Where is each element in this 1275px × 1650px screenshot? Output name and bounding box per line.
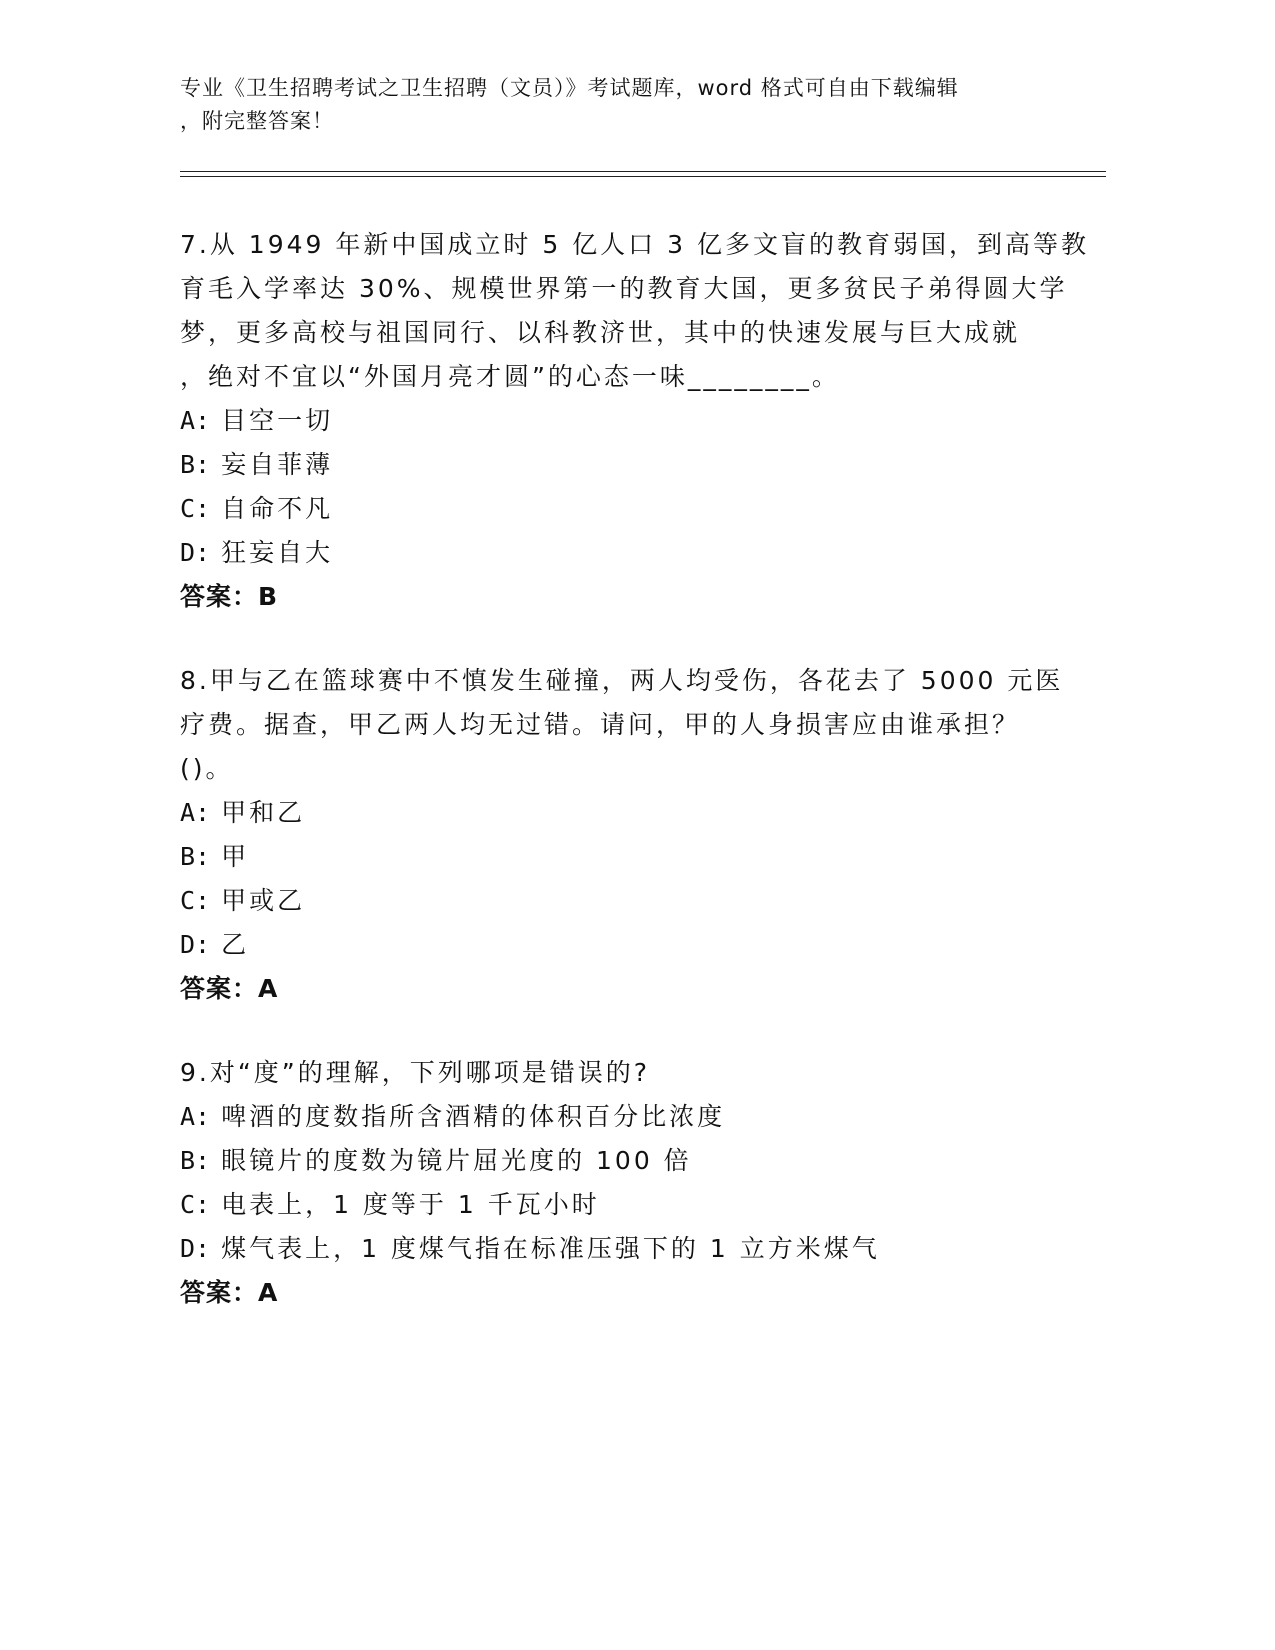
question-stem-line: 9.对“度”的理解，下列哪项是错误的? [180, 1058, 651, 1087]
option-text: 甲 [221, 842, 250, 871]
option-letter: A: [180, 406, 211, 435]
question-stem-line: 梦，更多高校与祖国同行、以科教济世，其中的快速发展与巨大成就 [180, 318, 1021, 347]
option-text: 自命不凡 [221, 494, 334, 523]
document-header [180, 72, 1060, 138]
option-c [180, 487, 1060, 531]
question-9 [180, 1051, 1060, 1315]
option-letter: A: [180, 1102, 211, 1131]
question-stem-line: 疗费。据查，甲乙两人均无过错。请问，甲的人身损害应由谁承担？ [180, 710, 1021, 739]
answer-label: 答案：A [180, 1278, 279, 1307]
question-7 [180, 223, 1089, 619]
option-c [180, 1183, 1060, 1227]
answer-label: 答案：B [180, 582, 279, 611]
header-divider-top [180, 171, 1106, 172]
question-stem-line: 7.从 1949 年新中国成立时 5 亿人口 3 亿多文盲的教育弱国，到高等教 [180, 230, 1089, 259]
option-letter: C: [180, 494, 211, 523]
option-text: 甲和乙 [221, 798, 306, 827]
option-d [180, 531, 1060, 575]
option-letter: C: [180, 886, 211, 915]
option-a [180, 791, 1060, 835]
question-stem-line: ()。 [180, 754, 234, 783]
option-letter: D: [180, 930, 211, 959]
option-c [180, 879, 1060, 923]
option-letter: D: [180, 1234, 211, 1263]
option-text: 甲或乙 [221, 886, 306, 915]
option-letter: B: [180, 450, 211, 479]
option-letter: B: [180, 1146, 211, 1175]
option-text: 目空一切 [221, 406, 334, 435]
option-text: 啤酒的度数指所含酒精的体积百分比浓度 [221, 1102, 726, 1131]
option-text: 眼镜片的度数为镜片屈光度的 100 倍 [221, 1146, 692, 1175]
option-letter: B: [180, 842, 211, 871]
option-letter: A: [180, 798, 211, 827]
option-text: 妄自菲薄 [221, 450, 334, 479]
option-letter: C: [180, 1190, 211, 1219]
option-letter: D: [180, 538, 211, 567]
option-b [180, 835, 1060, 879]
option-text: 电表上，1 度等于 1 千瓦小时 [221, 1190, 600, 1219]
option-b [180, 443, 1060, 487]
option-d [180, 923, 1060, 967]
question-stem-line: 8.甲与乙在篮球赛中不慎发生碰撞，两人均受伤，各花去了 5000 元医 [180, 666, 1064, 695]
option-text: 狂妄自大 [221, 538, 334, 567]
option-a [180, 1095, 1060, 1139]
option-b [180, 1139, 1060, 1183]
header-line-2: ，附完整答案！ [180, 109, 334, 133]
answer-label: 答案：A [180, 974, 279, 1003]
option-a [180, 399, 1060, 443]
option-text: 煤气表上，1 度煤气指在标准压强下的 1 立方米煤气 [221, 1234, 880, 1263]
option-text: 乙 [221, 930, 250, 959]
question-stem-line: ，绝对不宜以“外国月亮才圆”的心态一味________。 [180, 362, 840, 391]
header-line-1: 专业《卫生招聘考试之卫生招聘（文员）》考试题库，word 格式可自由下载编辑 [180, 76, 959, 100]
option-d [180, 1227, 1060, 1271]
header-divider-bottom [180, 176, 1106, 177]
question-stem-line: 育毛入学率达 30%、规模世界第一的教育大国，更多贫民子弟得圆大学 [180, 274, 1068, 303]
question-8 [180, 659, 1064, 1011]
